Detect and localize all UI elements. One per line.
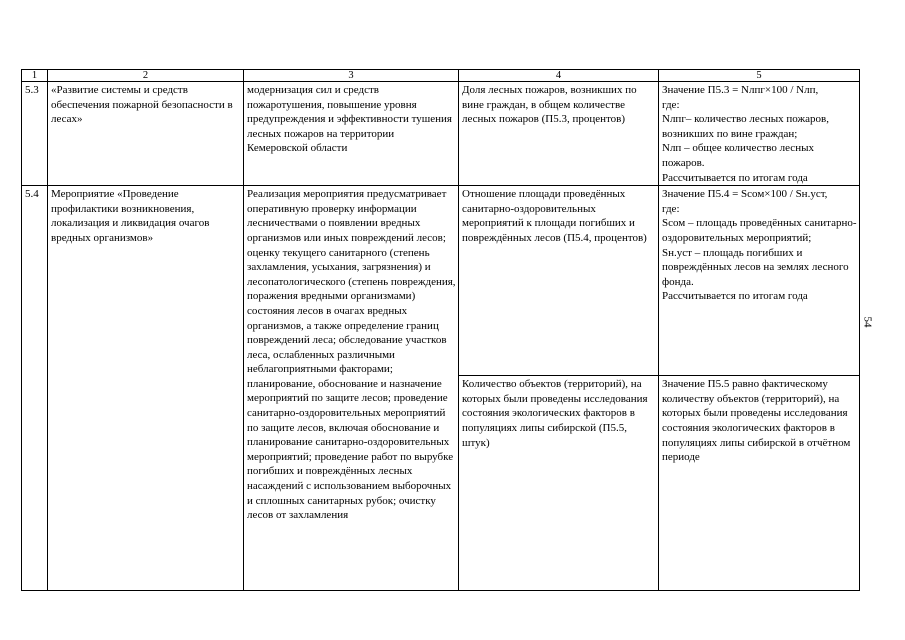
header-col-5: 5 [659,70,860,82]
page-number: 54 [861,316,874,328]
header-row [22,70,860,82]
table-row [22,186,860,376]
indicators-table [21,69,860,591]
header-col-2: 2 [48,70,244,82]
table-row [22,82,860,186]
row-number: 5.3 [22,82,48,186]
indicator-formula: Значение П5.5 равно фактическому количеству объектов (территорий), на которых были проведены исследования состояния экологических факторов в популяциях липы сибирской в отчётном периоде [659,376,860,591]
header-col-4: 4 [459,70,659,82]
measure-description: Реализация мероприятия предусматривает оперативную проверку информации лесничествами о появлении вредных организмов или иных повреждений лесов; оценку текущего санитарного (степень захламления, усыхания, загрязнения) и лесопатологического (степень повреждения, поражения вредными организмами) состояния лесов в очагах вредных организмов, а также определение границ повреждений леса; обследование участков леса, ослабленных различными неблагоприятными факторами; планирование, обоснование и назначение мероприятий по защите лесов; проведение санитарно-оздоровительных мероприятий по защите лесов, включая обоснование и планирование санитарно-оздоровительных мероприятий; проведение работ по вырубке погибших и повреждённых лесных насаждений с использованием выборочных и сплошных санитарных рубок; очистку лесов от захламления [244,186,459,591]
indicator-formula: Значение П5.4 = Sсом×100 / Sн.уст, где: Sсом – площадь проведённых санитарно-оздоровительных мероприятий; Sн.уст – площадь погибших и повреждённых лесов на землях лесного фонда. Рассчитывается по итогам года [659,186,860,376]
indicator-name: Количество объектов (территорий), на которых были проведены исследования состояния экологических факторов в популяциях липы сибирской (П5.5, штук) [459,376,659,591]
row-number: 5.4 [22,186,48,591]
indicator-formula: Значение П5.3 = Nлпг×100 / Nлп, где: Nлпг– количество лесных пожаров, возникших по вине граждан; Nлп – общее количество лесных пожаров. Рассчитывается по итогам года [659,82,860,186]
indicator-name: Отношение площади проведённых санитарно-оздоровительных мероприятий к площади погибших и повреждённых лесов (П5.4, процентов) [459,186,659,376]
header-col-3: 3 [244,70,459,82]
measure-name: Мероприятие «Проведение профилактики возникновения, локализация и ликвидация очагов вредных организмов» [48,186,244,591]
measure-description: модернизация сил и средств пожаротушения, повышение уровня предупреждения и эффективности тушения лесных пожаров на территории Кемеровской области [244,82,459,186]
header-col-1: 1 [22,70,48,82]
indicator-name: Доля лесных пожаров, возникших по вине граждан, в общем количестве лесных пожаров (П5.3, процентов) [459,82,659,186]
measure-name: «Развитие системы и средств обеспечения пожарной безопасности в лесах» [48,82,244,186]
